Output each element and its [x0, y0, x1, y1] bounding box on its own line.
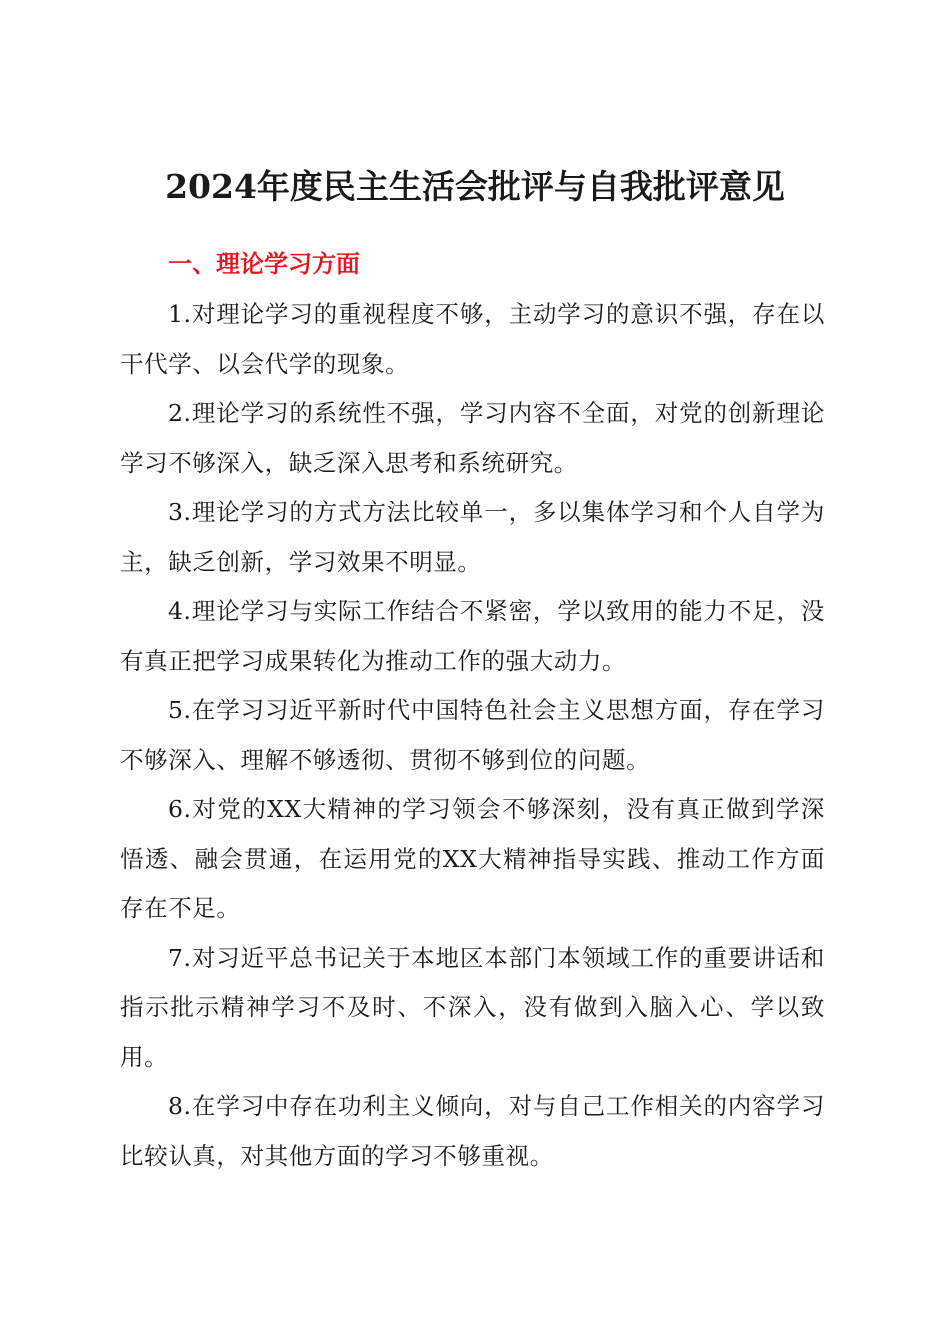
- paragraph-4: 4.理论学习与实际工作结合不紧密，学以致用的能力不足，没有真正把学习成果转化为推动工作的强大动力。: [120, 597, 825, 675]
- paragraph-8: 8.在学习中存在功利主义倾向，对与自己工作相关的内容学习比较认真，对其他方面的学习不够重视。: [120, 1092, 825, 1170]
- paragraph-6: 6.对党的XX大精神的学习领会不够深刻，没有真正做到学深悟透、融会贯通，在运用党的XX大精神指导实践、推动工作方面存在不足。: [120, 795, 825, 922]
- document-title: 2024年度民主生活会批评与自我批评意见: [165, 167, 785, 206]
- document-body: [120, 290, 825, 1181]
- paragraph-5: 5.在学习习近平新时代中国特色社会主义思想方面，存在学习不够深入、理解不够透彻、贯彻不够到位的问题。: [120, 696, 825, 774]
- section-heading: 一、理论学习方面: [168, 250, 360, 278]
- paragraph-7: 7.对习近平总书记关于本地区本部门本领域工作的重要讲话和指示批示精神学习不及时、不深入，没有做到入脑入心、学以致用。: [120, 943, 825, 1071]
- paragraph-3: 3.理论学习的方式方法比较单一，多以集体学习和个人自学为主，缺乏创新，学习效果不明显。: [120, 498, 825, 576]
- paragraph-1: 1.对理论学习的重视程度不够，主动学习的意识不强，存在以干代学、以会代学的现象。: [120, 300, 825, 378]
- paragraph-2: 2.理论学习的系统性不强，学习内容不全面，对党的创新理论学习不够深入，缺乏深入思考和系统研究。: [120, 399, 825, 477]
